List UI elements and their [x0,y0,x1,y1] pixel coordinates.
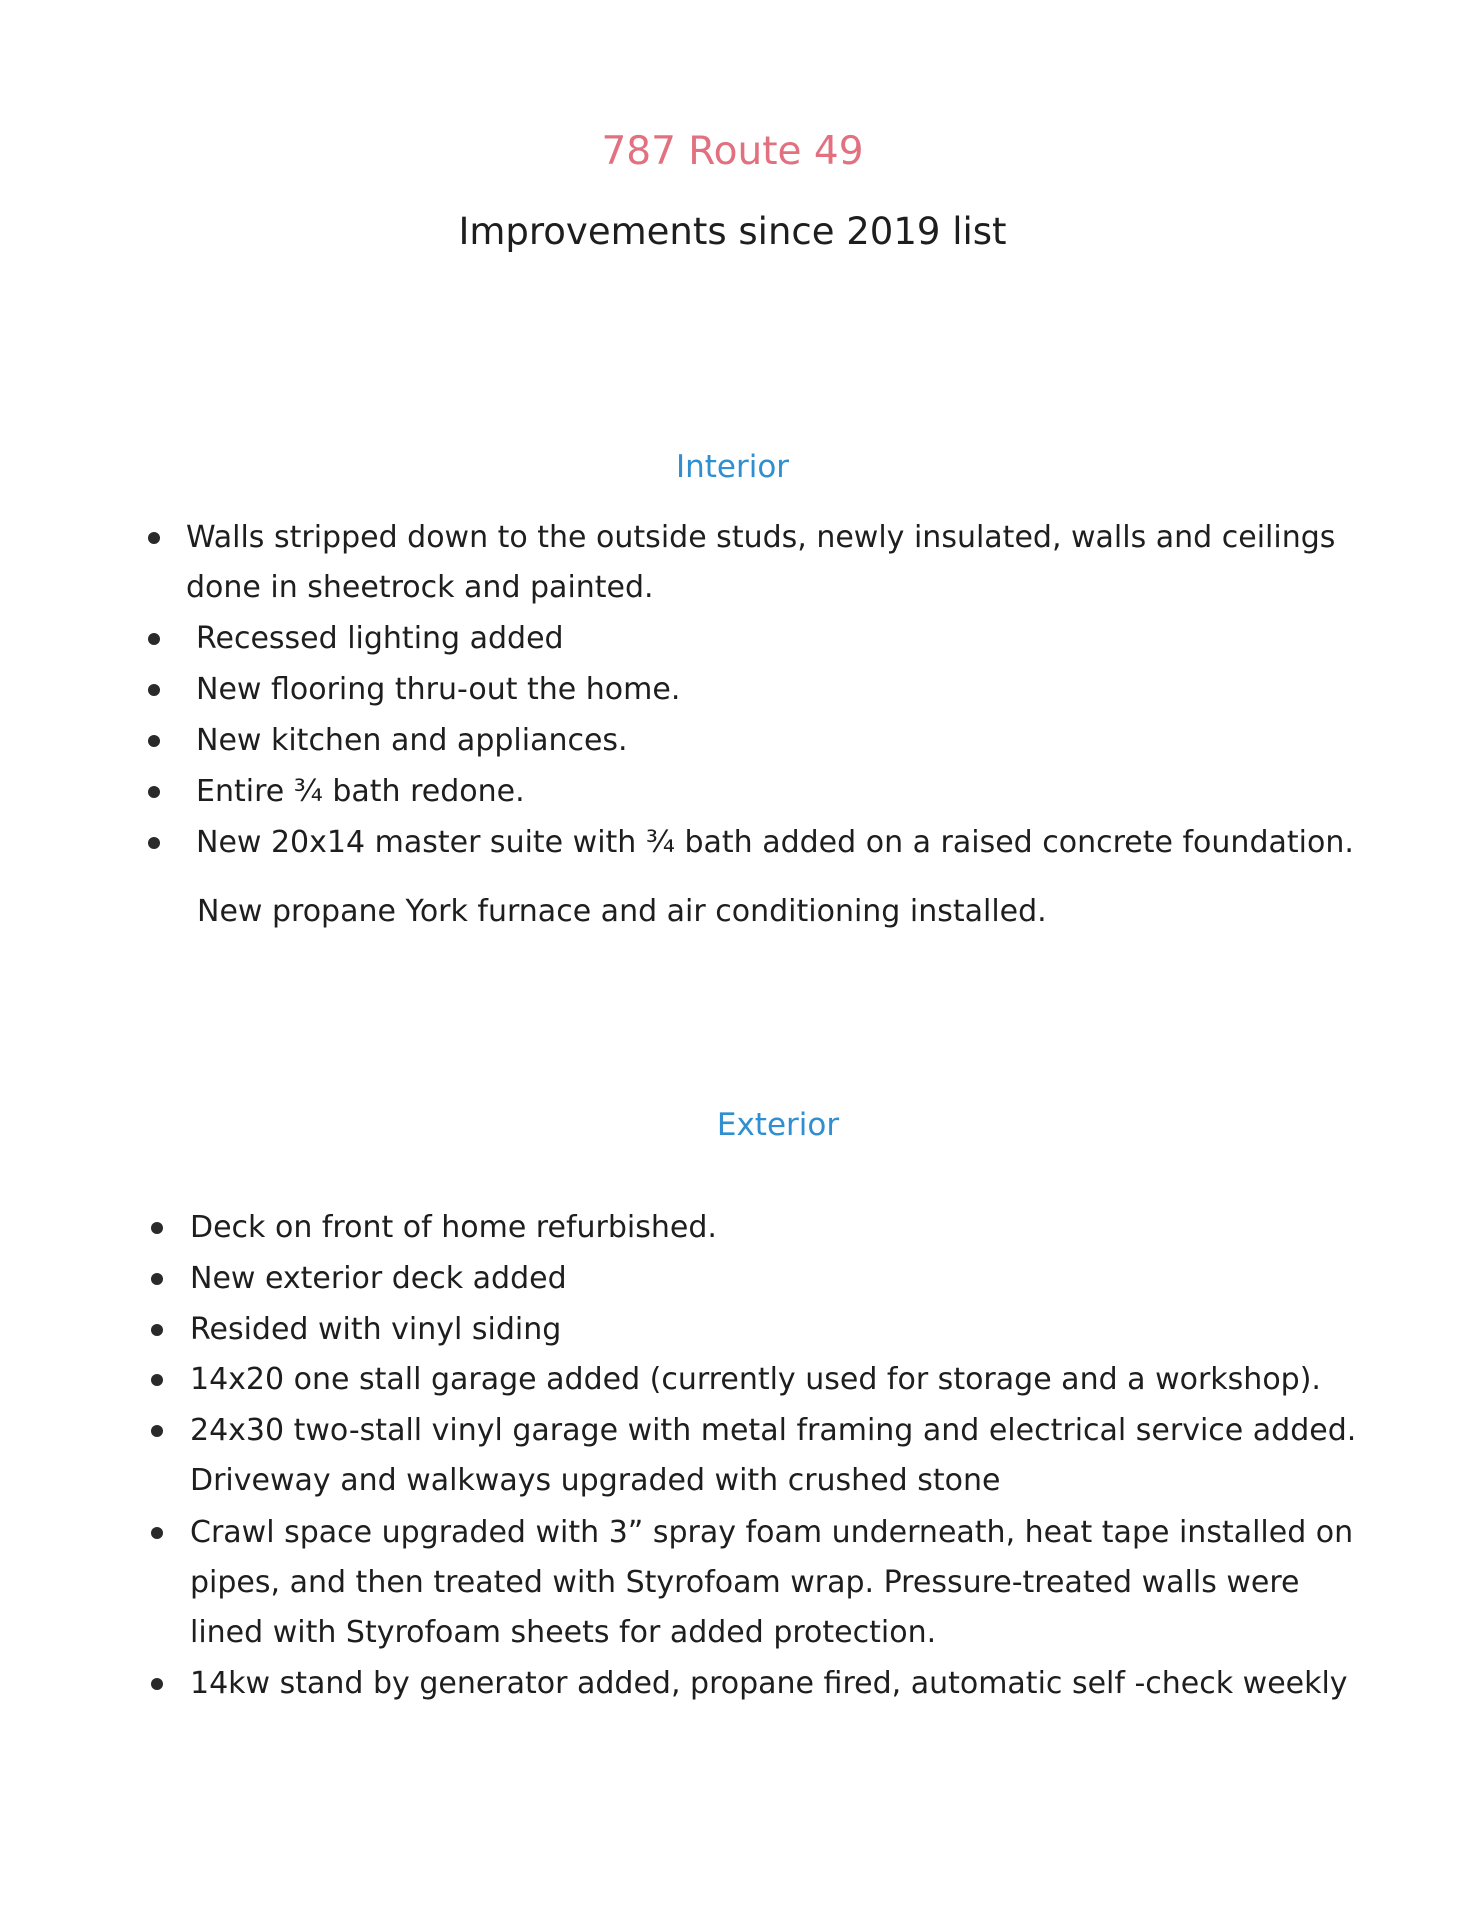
list-item-text [190,1406,1356,1506]
bullet-icon [151,1527,163,1539]
bullet-icon [151,1324,163,1336]
bullet-icon [151,1425,163,1437]
list-item-line: pipes, and then treated with Styrofoam wrap. Pressure-treated walls were [190,1565,1300,1600]
bullet-icon [148,786,160,798]
list-item-line: Walls stripped down to the outside studs, newly insulated, walls and ceilings [186,520,1336,555]
bullet-icon [151,1374,163,1386]
list-item-text: New 20x14 master suite with ¾ bath added on a raised concrete foundation. [196,825,1354,860]
bullet-icon [151,1678,163,1690]
list-item-text: 14x20 one stall garage added (currently used for storage and a workshop). [190,1362,1321,1397]
bullet-icon [151,1273,163,1285]
list-item-text: Deck on front of home refurbished. [190,1210,717,1245]
bullet-icon [148,684,160,696]
list-item-text [186,513,1335,613]
exterior-heading: Exterior [716,1107,840,1143]
interior-heading: Interior [675,449,790,485]
list-item-text: New kitchen and appliances. [196,723,628,758]
interior-extra-line: New propane York furnace and air conditioning installed. [197,894,1047,929]
bullet-icon [148,532,160,544]
bullet-icon [148,633,160,645]
list-item-line: lined with Styrofoam sheets for added protection. [190,1615,937,1650]
list-item-text: Recessed lighting added [196,621,564,656]
document-subtitle: Improvements since 2019 list [458,210,1007,253]
list-item-text: Entire ¾ bath redone. [196,774,525,809]
list-item-line: done in sheetrock and painted. [186,570,654,605]
list-item-line: Crawl space upgraded with 3” spray foam underneath, heat tape installed on [190,1515,1354,1550]
list-item-text: New exterior deck added [190,1261,567,1296]
list-item-text: 14kw stand by generator added, propane fired, automatic self -check weekly [190,1666,1348,1701]
bullet-icon [148,837,160,849]
list-item-line: 24x30 two-stall vinyl garage with metal framing and electrical service added. [190,1413,1357,1448]
list-item-text: New flooring thru-out the home. [196,672,681,707]
bullet-icon [151,1222,163,1234]
bullet-icon [148,735,160,747]
list-item-text [190,1508,1353,1658]
document-title: 787 Route 49 [601,129,864,174]
list-item-line: Driveway and walkways upgraded with crushed stone [190,1463,1001,1498]
list-item-text: Resided with vinyl siding [190,1312,562,1347]
